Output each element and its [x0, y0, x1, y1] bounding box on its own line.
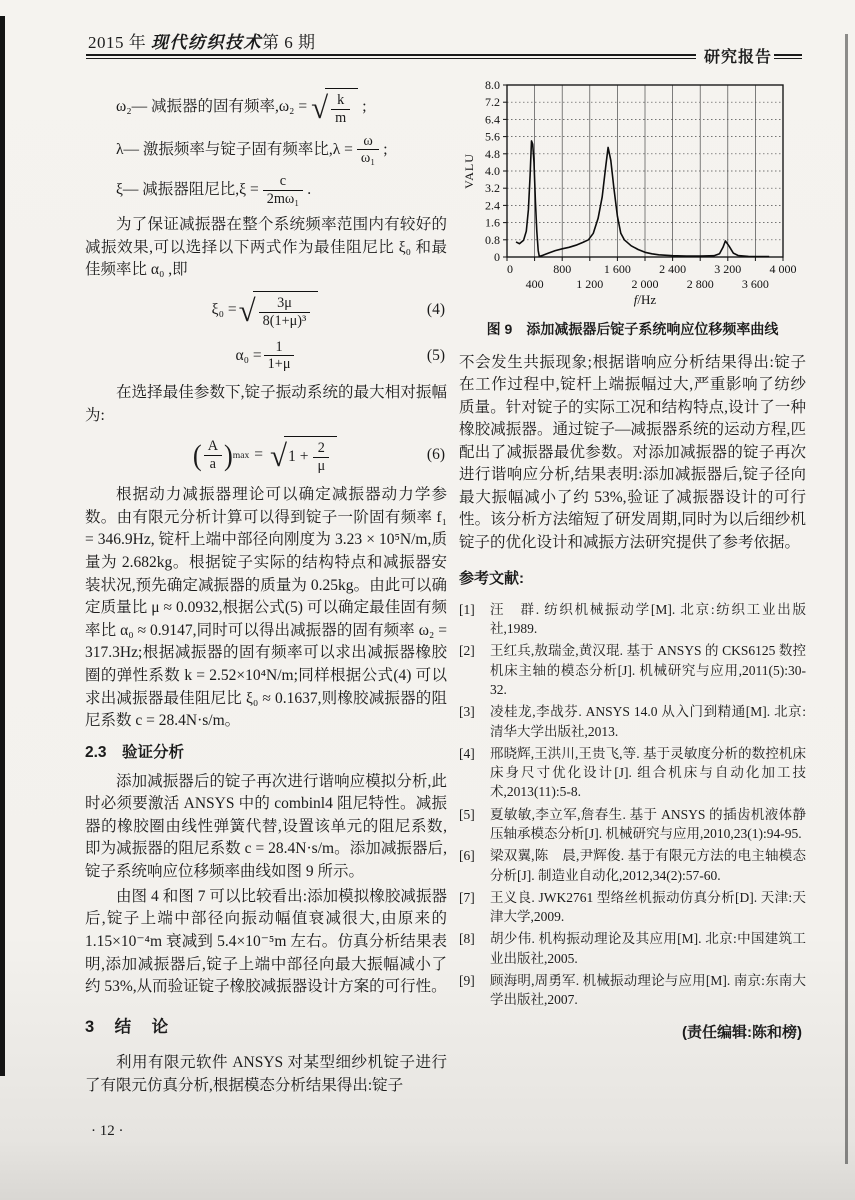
radical-sign: √	[270, 438, 288, 474]
equation-number: (4)	[426, 300, 445, 318]
svg-text:800: 800	[553, 262, 572, 276]
svg-text:VALU: VALU	[462, 153, 476, 189]
sqrt-expression	[239, 291, 319, 330]
header-rule	[86, 54, 696, 59]
definition-text: λ— 激振频率与锭子固有频率比,λ =	[116, 140, 353, 158]
definition-xi	[85, 173, 447, 208]
sqrt-expression	[270, 436, 337, 475]
svg-text:0: 0	[507, 262, 513, 276]
definition-punct: .	[307, 181, 312, 199]
figure-9-caption: 图 9 添加减振器后锭子系统响应位移频率曲线	[486, 321, 779, 338]
svg-text:8.0: 8.0	[485, 80, 500, 92]
reference-text: 王义良. JWK2761 型络丝机振动仿真分析[D]. 天津:天津大学,2009.	[490, 889, 806, 925]
paragraph-max-amplitude: 在选择最佳参数下,锭子振动系统的最大相对振幅为:	[85, 384, 447, 424]
svg-text:400: 400	[525, 277, 544, 291]
reference-item	[459, 702, 806, 741]
fraction: $\frac{1}{1+\mu}$	[264, 339, 295, 374]
fraction: $\frac{c}{\text{2mω₁}}$	[263, 173, 304, 208]
fraction: $\frac{2}{\mu}$	[313, 440, 329, 475]
svg-text:f/Hz: f/Hz	[633, 292, 657, 307]
journal-issue-suffix: 第 6 期	[262, 33, 316, 52]
reference-label: [2]	[459, 643, 475, 659]
reference-item	[459, 846, 806, 885]
paragraph-conclusion: 利用有限元软件 ANSYS 对某型细纱机锭子进行了有限元仿真分析,根据模态分析结果得出:锭子	[85, 1053, 447, 1094]
editor-note: (责任编辑:陈和榜)	[682, 1023, 802, 1041]
reference-item	[459, 888, 806, 927]
equation-4	[85, 291, 447, 330]
reference-item	[459, 971, 806, 1010]
definition-text: ω₂— 减振器的固有频率,ω₂ =	[116, 98, 308, 116]
svg-text:1.6: 1.6	[485, 215, 500, 230]
heading-3-conclusion: 3 结 论	[85, 1017, 171, 1036]
definition-punct: ;	[383, 140, 388, 158]
fraction: $\frac{A}{a}$	[204, 438, 222, 473]
svg-text:3 600: 3 600	[741, 277, 769, 291]
left-paren: (	[192, 438, 202, 472]
heading-2-3: 2.3 验证分析	[85, 743, 185, 761]
fraction: $\frac{3\mu}{\text{8(1+μ)³}}$	[259, 295, 311, 330]
right-column	[459, 80, 806, 1043]
svg-text:3.2: 3.2	[485, 181, 500, 196]
svg-text:3 200: 3 200	[714, 262, 742, 276]
reference-text: 胡少伟. 机构振动理论及其应用[M]. 北京:中国建筑工业出版社,2005.	[490, 931, 806, 966]
reference-item	[459, 929, 806, 968]
svg-text:4.8: 4.8	[485, 146, 500, 161]
equation-lhs: α₀ =	[235, 346, 262, 364]
svg-text:0: 0	[494, 250, 500, 264]
header-rule-short	[774, 54, 802, 59]
reference-text: 凌桂龙,李战芬. ANSYS 14.0 从入门到精通[M]. 北京:清华大学出版社,2013.	[490, 704, 806, 739]
equation-6: ( $\frac{A}{a}$ ) max = √ 1 + $\frac{2}{\mu}$ (6)	[192, 438, 445, 475]
equation-number: (5)	[426, 346, 445, 364]
reference-label: [3]	[459, 704, 475, 720]
radical-sign: √	[311, 89, 329, 125]
paragraph-verify-2: 由图 4 和图 7 可以比较看出:添加模拟橡胶减振器后,锭子上端中部径向振动幅值衰减很大,由原来的 1.15×10⁻⁴m 衰减到 5.4×10⁻⁵m 左右。仿真分析结果表明,添加减振器后,锭子上端中部径向最大振幅减小了约 53%,从而验证锭子橡胶减振器设计方案的可行性。	[85, 887, 447, 996]
definition-omega2	[85, 88, 447, 127]
reference-text: 邢晓辉,王洪川,王贵飞,等. 基于灵敏度分析的数控机床床身尺寸优化设计[J]. 组合机床与自动化加工技术,2013(11):5-8.	[490, 745, 806, 800]
svg-text:2 000: 2 000	[631, 277, 659, 291]
reference-label: [9]	[459, 973, 475, 989]
sqrt-expression	[311, 88, 358, 127]
svg-text:1 200: 1 200	[576, 277, 604, 291]
definition-text: ξ— 减振器阻尼比,ξ =	[116, 181, 259, 199]
reference-item	[459, 744, 806, 802]
reference-text: 顾海明,周勇军. 机械振动理论与应用[M]. 南京:东南大学出版社,2007.	[490, 973, 806, 1008]
journal-header	[88, 28, 316, 53]
svg-text:2.4: 2.4	[485, 198, 500, 213]
svg-text:5.6: 5.6	[485, 129, 500, 144]
reference-item	[459, 600, 806, 639]
svg-text:6.4: 6.4	[485, 112, 500, 127]
journal-issue-prefix: 2015 年	[88, 33, 147, 52]
reference-label: [5]	[459, 806, 475, 822]
paragraph-continuation: 不会发生共振现象;根据谐响应分析结果得出:锭子在工作过程中,锭杆上端振幅过大,严重影响了纺纱质量。针对锭子的实际工况和结构特点,设计了一种橡胶减振器。通过锭子—减振器系统的运动方程,匹配出了减振器最优参数。对添加减振器的锭子再次进行谐响应分析,结果表明:添加减振器后,锭子径向最大振幅减小了约 53%,验证了减振器设计的可行性。该分析方法缩短了研发周期,同时为以后细纱机锭子的优化设计和减振方法研究提供了参考依据。	[459, 353, 806, 551]
left-column	[85, 86, 447, 1143]
section-label: 研究报告	[704, 49, 773, 66]
svg-text:0.8: 0.8	[485, 232, 500, 247]
reference-label: [6]	[459, 848, 475, 864]
paragraph-verify-1: 添加减振器后的锭子再次进行谐响应模拟分析,此时必须要激活 ANSYS 中的 combinl4 阻尼特性。减振器的橡胶圈由线性弹簧代替,设置该单元的阻尼系数,即为减振器的阻尼系数 c = 28.4N·s/m。添加减振器后,锭子系统响应位移频率曲线如图 9 所示。	[85, 772, 447, 881]
reference-text: 夏敏敏,李立军,詹春生. 基于 ANSYS 的插齿机液体静压轴承模态分析[J]. 机械研究与应用,2010,23(1):94-95.	[490, 806, 806, 841]
equation-number: (6)	[426, 446, 445, 464]
fraction: $\frac{k}{m}$	[331, 92, 350, 127]
equation-5	[85, 339, 447, 374]
scan-edge-right-artifact	[845, 34, 848, 1164]
paragraph-optimal-params: 为了保证减振器在整个系统频率范围内有较好的减振效果,可以选择以下两式作为最佳阻尼比 ξ₀ 和最佳频率比 α₀ ,即	[85, 215, 447, 279]
scan-edge-left-artifact	[0, 16, 5, 1076]
radicand-lead: 1 +	[288, 448, 309, 466]
svg-text:2 800: 2 800	[686, 277, 714, 291]
fraction: $\frac{\omega}{\text{ω₁}}$	[357, 133, 379, 168]
equation-lhs: ξ₀ =	[211, 300, 237, 318]
svg-text:2 400: 2 400	[659, 262, 687, 276]
svg-text:4.0: 4.0	[485, 164, 500, 178]
response-curve-chart	[459, 80, 803, 310]
reference-text: 汪 群. 纺织机械振动学[M]. 北京:纺织工业出版社,1989.	[490, 601, 806, 637]
reference-label: [7]	[459, 889, 475, 905]
svg-text:4 000: 4 000	[769, 262, 797, 276]
right-paren: )	[223, 438, 233, 472]
reference-item	[459, 805, 806, 844]
reference-text: 王红兵,敖瑞金,黄汉琨. 基于 ANSYS 的 CKS6125 数控机床主轴的模态分析[J]. 机械研究与应用,2011(5):30-32.	[490, 643, 806, 697]
radical-sign: √	[238, 292, 256, 328]
reference-text: 梁双翼,陈 晨,尹辉俊. 基于有限元方法的电主轴模态分析[J]. 制造业自动化,2012,34(2):57-60.	[490, 848, 806, 883]
svg-text:7.2: 7.2	[485, 95, 500, 110]
reference-item	[459, 641, 806, 699]
definition-punct: ;	[362, 98, 367, 116]
definition-lambda	[85, 133, 447, 168]
reference-label: [4]	[459, 745, 475, 761]
equals-sign: =	[254, 446, 264, 464]
page-number: · 12 ·	[91, 1123, 124, 1140]
reference-label: [1]	[459, 601, 475, 617]
svg-text:1 600: 1 600	[603, 262, 631, 276]
paragraph-damper-parameters: 根据动力减振器理论可以确定减振器动力学参数。由有限元分析计算可以得到锭子一阶固有频率 f₁ = 346.9Hz, 锭杆上端中部径向刚度为 3.23 × 10⁵N/m,质量为 2.682kg。根据锭子实际的结构特点和减振器安装状况,预先确定减振器的质量为 0.25kg。由此可以确定质量比 μ ≈ 0.0932,根据公式(5) 可以确定最佳固有频率比 α₀ ≈ 0.9147,同时可以得出减振器的固有频率 ω₂ = 317.3Hz;根据减振器的固有频率可以求出减振器橡胶圈的弹性系数 k = 2.52×10⁴N/m;同样根据公式(4) 可以求出减振器最佳阻尼比 ξ₀ ≈ 0.1637,则橡胶减振器的阻尼系数 c = 28.4N·s/m。	[85, 486, 447, 730]
references-heading: 参考文献:	[459, 569, 524, 587]
journal-name: 现代纺织技术	[151, 33, 262, 52]
reference-label: [8]	[459, 931, 475, 947]
